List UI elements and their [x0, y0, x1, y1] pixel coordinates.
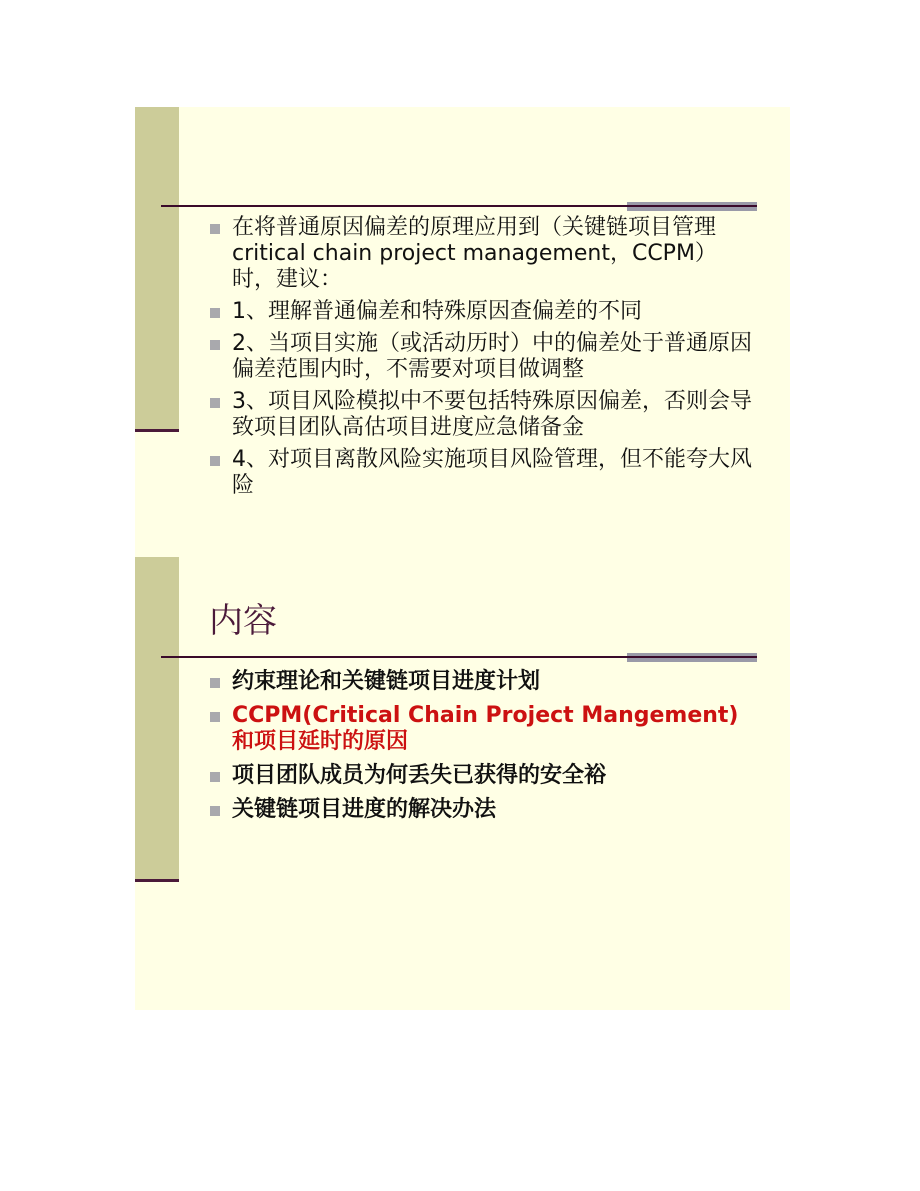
square-bullet-icon [210, 806, 220, 816]
square-bullet-icon [210, 308, 220, 318]
list-item-highlighted: CCPM(Critical Chain Project Mangement)和项目延时的原因 [205, 703, 755, 755]
square-bullet-icon [210, 398, 220, 408]
list-item: 4、对项目离散风险实施项目风险管理，但不能夸大风险 [205, 447, 755, 499]
square-bullet-icon [210, 224, 220, 234]
sidebar-divider [135, 879, 179, 882]
slide-sidebar [135, 107, 179, 429]
slide-sidebar [135, 557, 179, 879]
list-item: 3、项目风险模拟中不要包括特殊原因偏差，否则会导致项目团队高估项目进度应急储备金 [205, 389, 755, 441]
square-bullet-icon [210, 340, 220, 350]
list-item: 关键链项目进度的解决办法 [205, 797, 755, 823]
list-item: 在将普通原因偏差的原理应用到（关键链项目管理critical chain project management，CCPM） 时，建议： [205, 215, 755, 293]
square-bullet-icon [210, 772, 220, 782]
sidebar-divider [135, 429, 179, 432]
slide-2 [135, 557, 790, 1010]
list-item: 2、当项目实施（或活动历时）中的偏差处于普通原因偏差范围内时，不需要对项目做调整 [205, 331, 755, 383]
title-rule-line [161, 205, 757, 207]
list-item: 1、理解普通偏差和特殊原因查偏差的不同 [205, 299, 755, 325]
list-item: 约束理论和关键链项目进度计划 [205, 669, 755, 695]
slide-title: 内容 [209, 601, 277, 641]
slide-1 [135, 107, 790, 557]
square-bullet-icon [210, 678, 220, 688]
title-rule-line [161, 656, 757, 658]
bullet-list [205, 215, 755, 505]
square-bullet-icon [210, 456, 220, 466]
square-bullet-icon [210, 712, 220, 722]
bullet-list [205, 669, 755, 831]
list-item: 项目团队成员为何丢失已获得的安全裕 [205, 763, 755, 789]
